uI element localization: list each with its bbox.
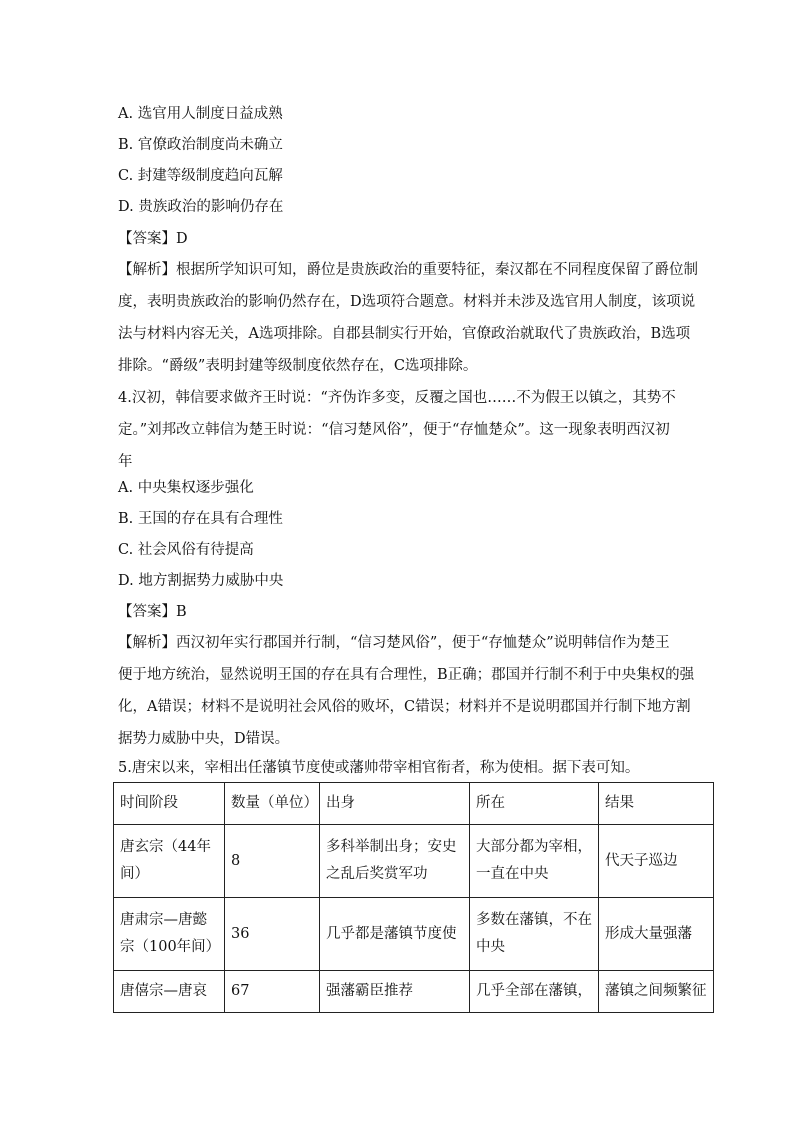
stem-line: 年 <box>118 454 133 470</box>
analysis-line: 便于地方统治，显然说明王国的存在具有合理性，B正确；郡国并行制不利于中央集权的强 <box>118 667 695 683</box>
option-a: A. 中央集权逐步强化 <box>118 480 254 496</box>
table-row <box>114 825 714 898</box>
table-cell: 唐僖宗—唐哀 <box>114 971 225 1013</box>
table-cell: 藩镇之间频繁征 <box>599 971 714 1013</box>
stem-line: 4.汉初，韩信要求做齐王时说：“齐伪诈多变，反覆之国也……不为假王以镇之，其势不 <box>118 390 676 406</box>
option-d: D. 贵族政治的影响仍存在 <box>118 199 284 215</box>
q3-answer: 【答案】D <box>118 231 188 247</box>
analysis-line: 化，A错误；材料不是说明社会风俗的败坏，C错误；材料并不是说明郡国并行制下地方割 <box>118 699 691 715</box>
q5-stem: 5.唐宋以来，宰相出任藩镇节度使或藩帅带宰相官衔者，称为使相。据下表可知。 <box>118 760 640 776</box>
analysis-line: 据势力威胁中央，D错误。 <box>118 731 290 747</box>
table-cell: 代天子巡边 <box>599 825 714 898</box>
table-cell: 唐玄宗（44年间） <box>114 825 225 898</box>
table-header: 时间阶段 <box>114 783 225 825</box>
q4-analysis <box>118 627 695 755</box>
option-a: A. 选官用人制度日益成熟 <box>118 106 283 122</box>
table-header: 结果 <box>599 783 714 825</box>
table-cell: 唐肃宗—唐懿宗（100年间） <box>114 898 225 971</box>
option-b: B. 官僚政治制度尚未确立 <box>118 137 283 153</box>
table-row <box>114 971 714 1013</box>
table-cell: 几乎全部在藩镇， <box>470 971 599 1013</box>
analysis-line: 【解析】西汉初年实行郡国并行制，“信习楚风俗”，便于“存恤楚众”说明韩信作为楚王 <box>118 635 670 651</box>
analysis-line: 【解析】根据所学知识可知，爵位是贵族政治的重要特征，秦汉都在不同程度保留了爵位制 <box>118 262 698 278</box>
option-c: C. 封建等级制度趋向瓦解 <box>118 168 283 184</box>
table-cell: 36 <box>225 898 320 971</box>
analysis-line: 度，表明贵族政治的影响仍然存在，D选项符合题意。材料并未涉及选官用人制度，该项说 <box>118 294 696 310</box>
shixiang-table <box>113 782 714 1013</box>
table-cell: 几乎都是藩镇节度使 <box>320 898 470 971</box>
option-c: C. 社会风俗有待提高 <box>118 542 254 558</box>
q4-answer: 【答案】B <box>118 604 187 620</box>
q3-analysis <box>118 254 698 382</box>
table-cell: 8 <box>225 825 320 898</box>
table-cell: 多科举制出身；安史之乱后奖赏军功 <box>320 825 470 898</box>
table-cell: 大部分都为宰相，一直在中央 <box>470 825 599 898</box>
table-cell: 多数在藩镇，不在中央 <box>470 898 599 971</box>
option-b: B. 王国的存在具有合理性 <box>118 511 283 527</box>
table-cell: 67 <box>225 971 320 1013</box>
table-cell: 强藩霸臣推荐 <box>320 971 470 1013</box>
analysis-line: 排除。“爵级”表明封建等级制度依然存在，C选项排除。 <box>118 358 478 374</box>
table-cell: 形成大量强藩 <box>599 898 714 971</box>
table-header: 出身 <box>320 783 470 825</box>
analysis-line: 法与材料内容无关，A选项排除。自郡县制实行开始，官僚政治就取代了贵族政治，B选项 <box>118 326 691 342</box>
table-header: 所在 <box>470 783 599 825</box>
q4-stem <box>118 382 684 478</box>
table-header-row <box>114 783 714 825</box>
table-header: 数量（单位） <box>225 783 320 825</box>
option-d: D. 地方割据势力威胁中央 <box>118 573 284 589</box>
stem-line: 定。”刘邦改立韩信为楚王时说：“信习楚风俗”，便于“存恤楚众”。这一现象表明西汉初 <box>118 422 670 438</box>
table-row <box>114 898 714 971</box>
